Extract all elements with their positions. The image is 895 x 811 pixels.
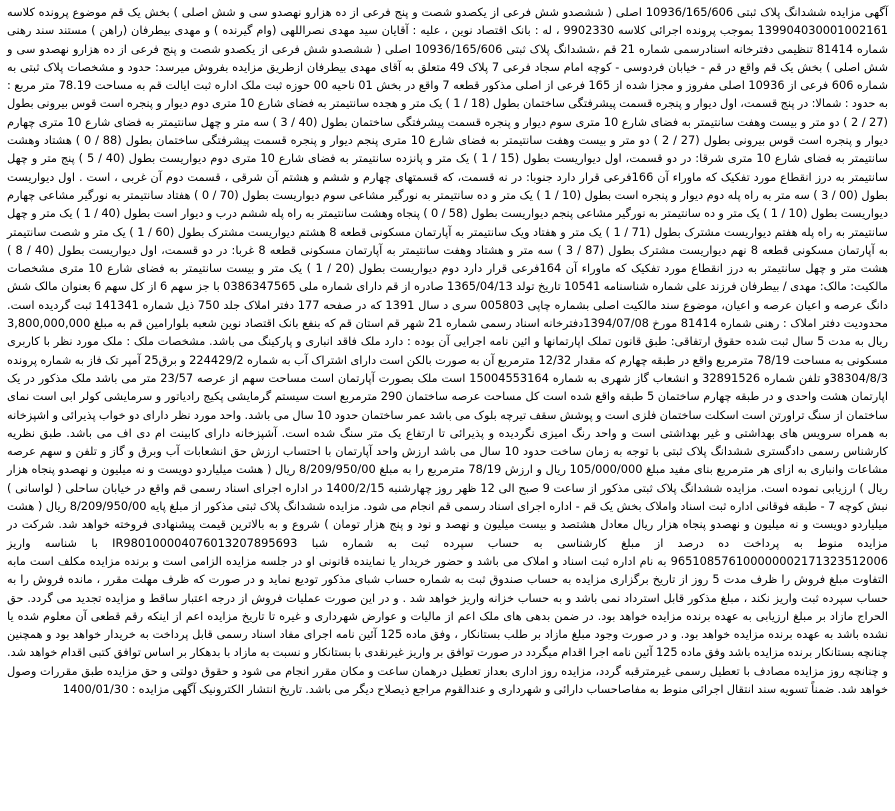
notice-body-text: آگهی مزایده ششدانگ پلاک ثبتی 10936/165/606 اصلی ( ششصدو شش فرعی از یکصدو شصت و پنج فرعی از ده هزارو نهصدو سی و شش اصلی ) بخش یک قم موضوع پرونده کلاسه 139904030001002161 بموجب پرونده اجرائی کلاسه 9902330 ، له : بانک اقتصاد نوین ، علیه : آقایان سید مهدی نصراللهی (وام گیرنده ) و مهدی بیطرفان (راهن ) مستند سند رهنی شماره 81414 تنظیمی دفترخانه اسنادرسمی شماره 21 قم ،ششدانگ پلاک ثبتی 10936/165/606 اصلی ( ششصدو شش فرعی از یکصدو شصت و پنج فرعی از ده هزارو نهصدو سی و شش اصلی ) بخش یک قم واقع در قم - خیابان فردوسی - کوچه امام سجاد فرعی 7 پلاک 49 متعلق به آقای مهدی بیطرفان ازطریق مزایده بفروش میرسد: حدود و مشخصات پلاک ثبتی به شماره 606 فرعی از 10936 اصلی مفروز و مجزا شده از 165 فرعی از اصلی مذکور قطعه 7 واقع در بخش 01 ناحیه 00 حوزه ثبت ملک اداره ثبت ایالت قم به مساحت 78.19 متر مربع : به حدود : شمالا: در پنج قسمت، اول دیوار و پنجره قسمت پیشرفتگی ساختمان بطول (18 / 1 ) یک متر و هجده سانتیمتر به فضای شارع 10 متری دوم دیوار و پنجره است قوس بیرونی بطول (27 / 2 ) دو متر و بیست وهفت سانتیمتر به فضای شارع 10 متری سوم دیوار و پنجره قسمت پیشرفتگی ساختمان بطول (40 / 3 ) سه متر و چهل سانتیمتر به فضای شارع 10 متری چهارم دیوار و پنجره است قوس بیرونی بطول (27 / 2 ) دو متر و بیست وهفت سانتیمتر به فضای شارع 10 متری پنجم دیوار و پنجره قسمت پیشرفتگی ساختمان بطول (88 / 0 ) هشتاد وهشت سانتیمتر به فضای شارع 10 متری شرقا: در دو قسمت، اول دیواریست بطول (15 / 1 ) یک متر و پانزده سانتیمتر به فضای شارع 10 متری دوم دیواریست بطول (40 / 5 ) پنج متر و چهل سانتیمتر به درز انقطاع مورد تفکیک که ماوراء آن 166فرعی قرار دارد جنوبا: در نه قسمت، که قسمتهای چهارم و ششم و هشتم آن شرقی ، قسمت دوم آن غربی ، است . اول دیواریست بطول (00 / 3 ) سه متر به راه پله دوم دیوار و پنجره است بطول (10 / 1 ) یک متر و ده سانتیمتر به نورگیر مشاعی سوم دیواریست بطول (70 / 0 ) هفتاد سانتیمتر به نورگیر مشاعی چهارم دیواریست بطول (10 / 1 ) یک متر و ده سانتیمتر به نورگیر مشاعی پنجم دیواریست بطول (58 / 0 ) پنجاه وهشت سانتیمتر به راه پله ششم درب و دیوار است بطول (40 / 1 ) یک متر و چهل سانتیمتر به راه پله هفتم دیواریست مشترک بطول (71 / 1 ) یک متر و هفتاد ویک سانتیمتر به آپارتمان مسکونی قطعه 8 هشتم دیواریست مشترک بطول (60 / 1 ) یک متر و شصت سانتیمتر به آپارتمان مسکونی قطعه 8 نهم دیواریست مشترک بطول (87 / 3 ) سه متر و هشتاد وهفت سانتیمتر به آپارتمان مسکونی قطعه 8 غربا: در دو قسمت، اول دیواریست بطول (40 / 8 ) هشت متر و چهل سانتیمتر به درز انقطاع مورد تفکیک که ماوراء آن 164فرعی قرار دارد دوم دیواریست بطول (20 / 1 ) یک متر و بیست سانتیمتر به فضای شارع 10 متری مشخصات مالکیت: مالک: مهدی / بیطرفان فرزند علی شماره شناسنامه 10541 تاریخ تولد 1365/04/13 صادره از قم دارای شماره ملی 0386347565 با جز سهم 6 از کل سهم 6 بعنوان مالک شش دانگ عرصه و اعیان عرصه و اعیان، موضوع سند مالکیت اصلی بشماره چاپی 005803 سری د سال 1391 که در صفحه 177 دفتر املاک جلد 750 ذیل شماره 141341 ثبت گردیده است. محدودیت دفتر املاک : رهنی شماره 81414 مورخ 1394/07/08دفترخانه اسناد رسمی شماره 21 شهر قم استان قم که بنفع بانک اقتصاد نوین شعبه بلوارامین قم به مبلغ 3,800,000,000 ریال به مدت 5 سال ثبت شده حقوق ارتفاقی: طبق قانون تملک اپارتمانها و ائین نامه اجرایی آن بوده : دارد ملک فاقد انباری و پارکینگ می باشد. مشخصات ملک : ملک مورد نظر با کاربری مسکونی به مساحت 78/19 مترمربع واقع در طبقه چهارم که مقدار 12/32 مترمربع آن به صورت بالکن است دارای اشتراک آب به شماره 224429/2 و برق25 آمپر تک فاز به شماره پرونده 38304/8/3و تلفن شماره 32891526 و انشعاب گاز شهری به شماره 15004553164 است ملک بصورت آپارتمان است مساحت سهم از عرصه 23/57 متر می باشد ملک مذکور در یک اپارتمان هشت واحدی و در طبقه چهارم ساختمان 5 طبقه واقع شده است کل مساحت عرصه ساختمان 290 مترمربع است سیستم گرمایشی پکیج رادیاتور و سرمایشی کولر ابی است نمای ساختمان از سنگ تراورتن است اسکلت ساختمان فلزی است و پوشش سقف تیرچه بلوک می باشد عمر ساختمان حدود 10 سال می باشد. واحد مورد نظر دارای دو خواب پذیرائی و اشپزخانه به همراه سرویس های بهداشتی و غیر بهداشتی است و واحد رنگ امیزی نگردیده و پذیرائی تا ارتفاع یک متر سنگ شده است. آشپزخانه دارای کابینت ام دی اف می باشد. طبق نظریه کارشناس رسمی دادگستری ششدانگ پلاک ثبتی با توجه به زمان ساخت حدود 10 سال می باشد ارزش واحد آپارتمان با احتساب ارزش حق انشعابات آب وبرق و گاز و تلفن و سهم عرصه مشاعات وانباری به ازای هر مترمربع بنای مفید مبلغ 105/000/000 ریال و ارزش 78/19 مترمربع را به مبلغ 8/209/950/00 ریال ( هشت میلیاردو دویست و نه میلیون و نهصدو پنجاه هزار ریال ) ارزیابی نموده است. مزایده ششدانگ پلاک ثبتی مذکور از ساعت 9 صبح الی 12 ظهر روز چهارشنبه 1400/2/15 در اداره اجرای اسناد رسمی قم واقع در خیابان ساحلی ( لواسانی ) نبش کوچه 7 - طبقه فوقانی اداره ثبت اسناد واملاک بخش یک قم - اداره اجرای اسناد رسمی قم انجام می شود. مزایده ششدانگ پلاک ثبتی مذکور از مبلغ پایه 8/209/950/00 ریال ( هشت میلیاردو دویست و نه میلیون و نهصدو پنجاه هزار ریال معادل هشتصد و بیست میلیون و نهصد و نود و پنج هزار تومان ) شروع و به بالاترین قیمت پیشنهادی فروخته خواهد شد. شرکت در مزایده منوط به پرداخت ده درصد از مبلغ کارشناسی به حساب سپرده ثبت به شماره شبا IR980100004076013207895693 با شناسه واریز 965108576100000002171323512006 به نام اداره ثبت اسناد و املاک می باشد و حضور خریدار یا نماینده قانونی او در جلسه مزایده الزامی است و برنده مزایده مکلف است مابه التفاوت مبلغ فروش را ظرف مدت 5 روز از تاریخ برگزاری مزایده به حساب صندوق ثبت به شماره حساب شبای مذکور تودیع نماید و در صورت که ظرف مهلت مقرر ، مانده فروش را به حساب سپرده ثبت واریز نکند ، مبلغ مذکور قابل استرداد نمی باشد و به حساب خزانه واریز خواهد شد . و در این صورت عملیات فروش از درجه اعتبار ساقط و مزایده تجدید می گردد. حق الحراج مازاد بر مبلغ ارزیابی به عهده برنده مزایده خواهد بود. در ضمن بدهی های ملک اعم از مالیات و عوارض شهرداری و غیره تا تاریخ مزایده اعم از اینکه رقم قطعی آن معلوم شده یا نشده باشد به عهده برنده مزایده خواهد بود. و در صورت وجود مبلغ مازاد بر طلب بستانکار ، وفق ماده 125 آئین نامه اجرای مفاد اسناد رسمی قابل پرداخت به خریدار خواهد بود و همچنین چنانچه بستانکار برنده مزایده باشد وفق ماده 125 آئین نامه اجرا اقدام میگردد در صورت توافق بر واریز غیرنقدی با بستانکار و نسبت به مازاد با بدهکار بر اساس توافق کتبی اقدام خواهد شد. و چنانچه روز مزایده مصادف با تعطیل رسمی غیرمترقبه گردد، مزایده روز اداری بعداز تعطیل درهمان ساعت و مکان مقرر انجام می شود و حقوق دولتی و حق مزایده طبق مقررات وصول خواهد شد. ضمناً تسویه سند انتقال اجرائی منوط به مفاصاحساب دارائی و شهرداری و عندالقوم مراجع ذیصلاح دیگر می باشد. تاریخ انتشار الکترونیک آگهی مزایده : 1400/01/30 [7,5,889,696]
